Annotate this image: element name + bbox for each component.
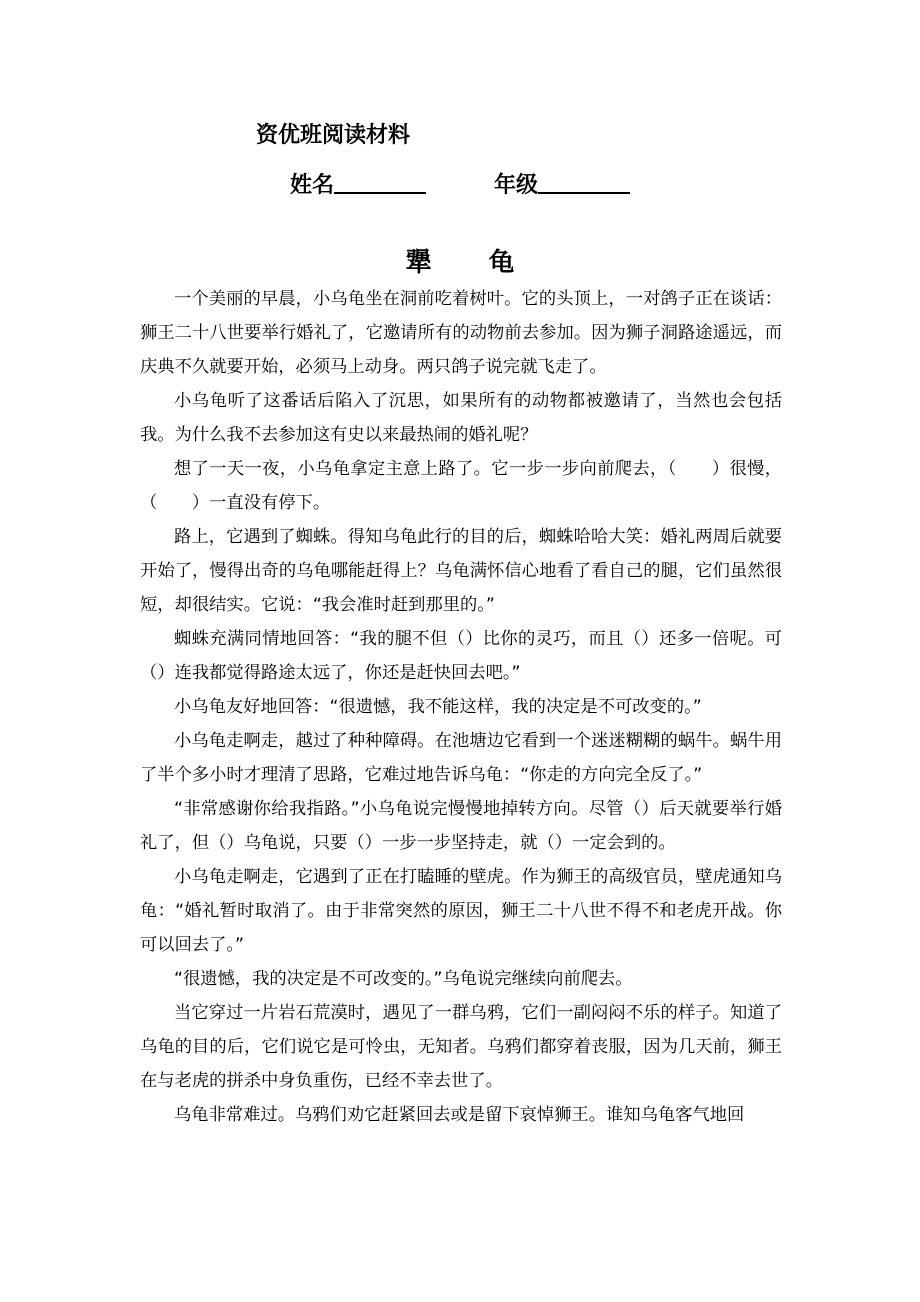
paragraph: “很遗憾，我的决定是不可改变的。”乌龟说完继续向前爬去。 <box>174 969 633 989</box>
paragraph: 路上，它遇到了蜘蛛。得知乌龟此行的目的后，蜘蛛哈哈大笑：婚礼两周后就要开始了，慢得出奇的乌龟哪能赶得上？乌龟满怀信心地看了看自己的腿，它们虽然很短，却很结实。它说：“我会准时赶到那里的。” <box>140 527 782 615</box>
paragraph: 小乌龟走啊走，它遇到了正在打瞌睡的壁虎。作为狮王的高级官员，壁虎通知乌龟：“婚礼暂时取消了。由于非常突然的原因，狮王二十八世不得不和老虎开战。你可以回去了。” <box>140 867 782 955</box>
student-info-line <box>290 168 630 199</box>
grade-label: 年级 <box>494 173 539 198</box>
paragraph: 想了一天一夜，小乌龟拿定主意上路了。它一步一步向前爬去，（ ）很慢，（ ）一直没有停下。 <box>140 459 782 513</box>
material-heading: 资优班阅读材料 <box>256 123 411 148</box>
grade-blank <box>538 170 630 194</box>
paragraph: 小乌龟听了这番话后陷入了沉思，如果所有的动物都被邀请了，当然也会包括我。为什么我不去参加这有史以来最热闹的婚礼呢？ <box>140 391 782 445</box>
paragraph: “非常感谢你给我指路。”小乌龟说完慢慢地掉转方向。尽管（）后天就要举行婚礼了，但（）乌龟说，只要（）一步一步坚持走，就（）一定会到的。 <box>140 799 782 853</box>
story-title: 犟 龟 <box>405 248 539 278</box>
paragraph: 乌龟非常难过。乌鸦们劝它赶紧回去或是留下哀悼狮王。谁知乌龟客气地回 <box>174 1105 745 1125</box>
paragraph: 当它穿过一片岩石荒漠时，遇见了一群乌鸦，它们一副闷闷不乐的样子。知道了乌龟的目的后，它们说它是可怜虫，无知者。乌鸦们都穿着丧服，因为几天前，狮王在与老虎的拼杀中身负重伤，已经不幸去世了。 <box>140 1003 782 1091</box>
story-body <box>140 282 782 1132</box>
paragraph: 小乌龟走啊走，越过了种种障碍。在池塘边它看到一个迷迷糊糊的蜗牛。蜗牛用了半个多小时才理清了思路，它难过地告诉乌龟：“你走的方向完全反了。” <box>140 731 782 785</box>
paragraph: 蜘蛛充满同情地回答：“我的腿不但（）比你的灵巧，而且（）还多一倍呢。可（）连我都觉得路途太远了，你还是赶快回去吧。” <box>140 629 782 683</box>
name-label: 姓名 <box>290 173 335 198</box>
paragraph: 小乌龟友好地回答：“很遗憾，我不能这样，我的决定是不可改变的。” <box>174 697 702 717</box>
name-blank <box>334 170 426 194</box>
paragraph: 一个美丽的早晨，小乌龟坐在洞前吃着树叶。它的头顶上，一对鸽子正在谈话：狮王二十八世要举行婚礼了，它邀请所有的动物前去参加。因为狮子洞路途遥远，而庆典不久就要开始，必须马上动身。两只鸽子说完就飞走了。 <box>140 289 782 377</box>
